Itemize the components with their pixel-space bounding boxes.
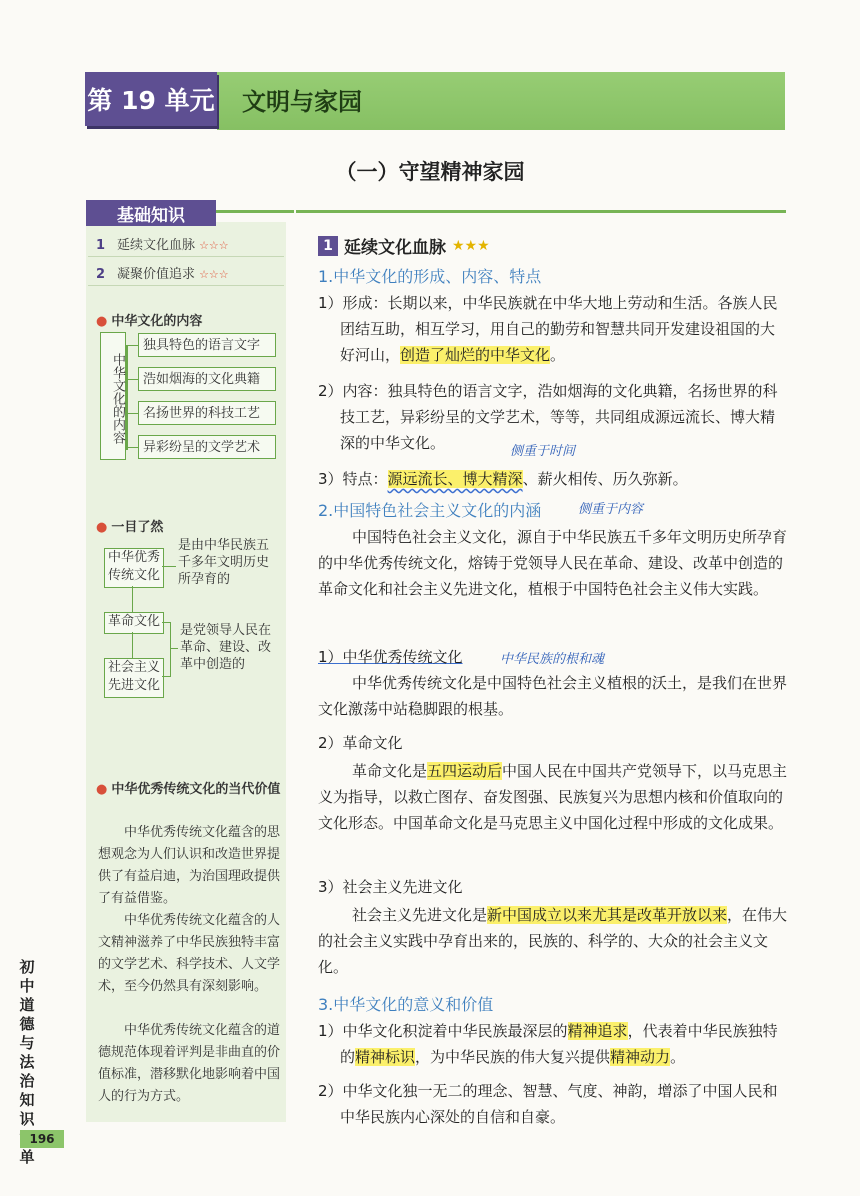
value-paragraph: 中华优秀传统文化蕴含的思想观念为人们认识和改造世界提供了有益启迪，为治国理政提供了有益借鉴。 — [98, 825, 281, 906]
subsection-title: 2.中国特色社会主义文化的内涵 — [318, 501, 542, 520]
content-item: 异彩纷呈的文学艺术 — [138, 435, 276, 459]
connector — [126, 346, 128, 450]
connector — [162, 566, 176, 567]
subsection-title: 3.中华文化的意义和价值 — [318, 995, 494, 1014]
content-item: 独具特色的语言文字 — [138, 333, 276, 357]
paragraph: 中国特色社会主义文化，源自于中华民族五千多年文明历史所孕育的中华优秀传统文化，熔铸于党领导人民在革命、建设、改革中创造的革命文化和社会主义先进文化，植根于中国特色社会主义伟大实践。 — [318, 528, 788, 598]
bullet-icon: ● — [96, 782, 108, 797]
lesson-number: 1 — [318, 236, 338, 256]
nav-number: 2 — [96, 267, 106, 282]
content-item: 名扬世界的科技工艺 — [138, 401, 276, 425]
divider — [296, 210, 786, 213]
paragraph: 社会主义先进文化是新中国成立以来尤其是改革开放以来，在伟大的社会主义实践中孕育出来的，民族的、科学的、大众的社会主义文化。 — [318, 906, 788, 976]
paragraph: 2）内容：独具特色的语言文字，浩如烟海的文化典籍，名扬世界的科技工艺，异彩纷呈的文学艺术，等等，共同组成源远流长、博大精深的中华文化。 — [318, 382, 778, 452]
bullet-icon: ● — [96, 314, 108, 329]
socialist-culture-box: 社会主义先进文化 — [104, 658, 164, 698]
divider — [88, 285, 284, 286]
nav-label: 延续文化血脉 — [117, 238, 196, 253]
nav-item-2[interactable] — [96, 263, 229, 282]
bullet-icon: ● — [96, 520, 108, 535]
connector — [162, 622, 170, 623]
nav-number: 1 — [96, 238, 106, 253]
highlight: 源远流长、博大精深 — [387, 470, 523, 488]
star-icon: ☆☆☆ — [199, 268, 229, 281]
lesson-heading — [318, 233, 490, 258]
sidebar-heading: ● 一目了然 — [96, 520, 164, 535]
connector — [126, 447, 138, 448]
highlight: 精神追求 — [567, 1022, 628, 1040]
subsection-title: 1.中华文化的形成、内容、特点 — [318, 267, 542, 286]
highlight: 五四运动后 — [427, 762, 503, 780]
paragraph: 1）中华文化积淀着中华民族最深层的精神追求，代表着中华民族独特的精神标识，为中华民族的伟大复兴提供精神动力。 — [318, 1022, 778, 1066]
paragraph: 3）社会主义先进文化 — [318, 878, 463, 896]
basic-knowledge-tab: 基础知识 — [86, 200, 216, 226]
star-icon: ☆☆☆ — [199, 239, 229, 252]
sidebar-heading: ● 中华文化的内容 — [96, 314, 203, 329]
section-title: （一）守望精神家园 — [335, 160, 525, 184]
traditional-culture-box: 中华优秀传统文化 — [104, 548, 164, 588]
divider — [88, 256, 284, 257]
paragraph: 革命文化是五四运动后中国人民在中国共产党领导下，以马克思主义为指导，以救亡图存、奋发图强、民族复兴为思想内核和价值取向的文化形态。中国革命文化是马克思主义中国化过程中形成的文化成果。 — [318, 762, 788, 832]
value-paragraph: 中华优秀传统文化蕴含的人文精神滋养了中华民族独特丰富的文学艺术、科学技术、人文学术，至今仍然具有深刻影响。 — [98, 913, 281, 994]
highlight: 创造了灿烂的中华文化 — [400, 346, 551, 364]
connector — [132, 632, 133, 658]
star-icon: ★★★ — [452, 237, 490, 254]
connector — [126, 413, 138, 414]
paragraph: 1）中华优秀传统文化 — [318, 648, 463, 666]
unit-title: 文明与家园 — [242, 88, 362, 116]
handwritten-note: 中华民族的根和魂 — [500, 652, 605, 667]
highlight: 精神标识 — [355, 1048, 416, 1066]
content-item: 浩如烟海的文化典籍 — [138, 367, 276, 391]
highlight: 新中国成立以来尤其是改革开放以来 — [487, 906, 728, 924]
connector — [132, 586, 133, 612]
book-side-title: 初中道德与法治知识 单 — [19, 958, 35, 1166]
unit-badge: 第 19 单元 — [85, 72, 217, 126]
connector — [126, 379, 138, 380]
paragraph: 2）革命文化 — [318, 734, 403, 752]
overview-text: 是由中华民族五千多年文明历史所孕育的 — [178, 538, 270, 587]
highlight: 精神动力 — [610, 1048, 671, 1066]
connector — [170, 648, 178, 649]
paragraph: 1）形成：长期以来，中华民族就在中华大地上劳动和生活。各族人民团结互助，相互学习，用自己的勤劳和智慧共同开发建设祖国的大好河山，创造了灿烂的中华文化。 — [318, 294, 778, 364]
connector — [126, 345, 138, 346]
lesson-title: 延续文化血脉 — [344, 238, 446, 258]
handwritten-note: 侧重于内容 — [578, 502, 644, 517]
paragraph: 中华优秀传统文化是中国特色社会主义植根的沃土，是我们在世界文化激荡中站稳脚跟的根基。 — [318, 674, 788, 718]
handwritten-note: 侧重于时间 — [510, 444, 576, 459]
connector — [162, 676, 170, 677]
value-paragraph: 中华优秀传统文化蕴含的道德规范体现着评判是非曲直的价值标准，潜移默化地影响着中国人的行为方式。 — [98, 1023, 281, 1104]
divider — [216, 210, 294, 213]
paragraph: 2）中华文化独一无二的理念、智慧、气度、神韵，增添了中国人民和中华民族内心深处的自信和自豪。 — [318, 1082, 778, 1126]
nav-label: 凝聚价值追求 — [117, 267, 196, 282]
overview-text: 是党领导人民在革命、建设、改革中创造的 — [180, 623, 272, 672]
sidebar-heading: ● 中华优秀传统文化的当代价值 — [96, 782, 281, 797]
revolutionary-culture-box: 革命文化 — [104, 612, 164, 634]
connector — [170, 622, 171, 677]
paragraph: 3）特点：源远流长、博大精深、薪火相传、历久弥新。 — [318, 470, 688, 488]
content-root-box: 中华文化的内容 — [100, 332, 126, 460]
nav-item-1[interactable] — [96, 234, 229, 253]
page-number: 196 — [20, 1130, 64, 1148]
